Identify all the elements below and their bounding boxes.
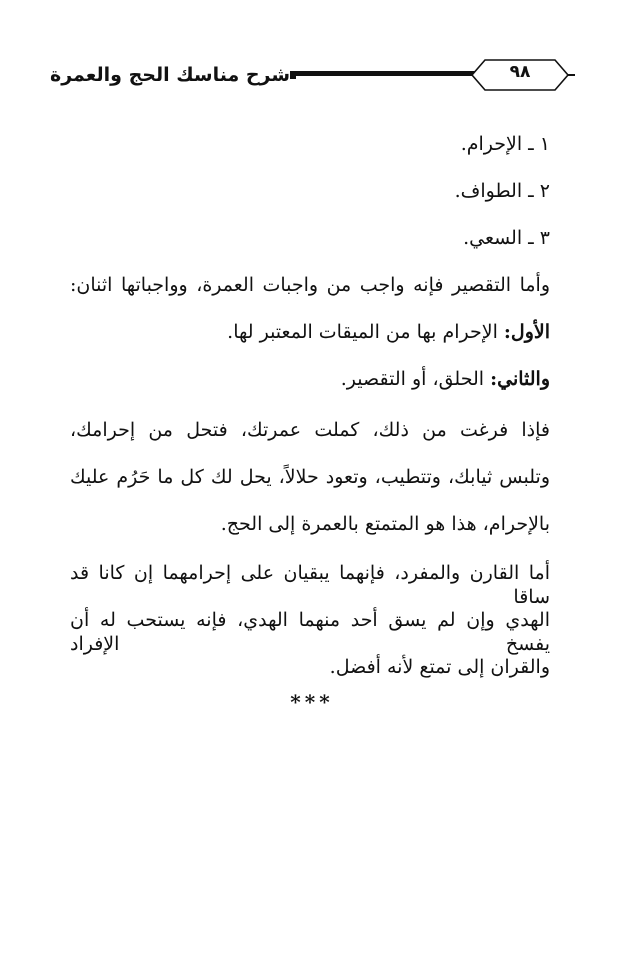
list-item-ihram: ١ ـ الإحرام. [460, 133, 550, 155]
second-wajib [70, 367, 550, 391]
taqsir-sentence: وأما التقصير فإنه واجب من واجبات العمرة، وواجباتها اثنان: [70, 274, 550, 296]
para1-line-2: وتلبس ثيابك، وتتطيب، وتعود حلالاً، يحل لك كل ما حَرُم عليك [70, 466, 550, 488]
para2-line-2: الهدي وإن لم يسق أحد منهما الهدي، فإنه يستحب له أن يفسخ الإفراد [70, 609, 550, 655]
para1-line-1: فإذا فرغت من ذلك، كملت عمرتك، فتحل من إحرامك، [70, 419, 550, 441]
section-separator: *** [290, 690, 334, 714]
running-title-text: شرح مناسك الحج والعمرة [50, 64, 291, 86]
first-text: الإحرام بها من الميقات المعتبر لها. [227, 321, 504, 343]
list-item-tawaf: ٢ ـ الطواف. [454, 180, 550, 202]
first-label: الأول: [503, 321, 550, 343]
page-body [70, 132, 550, 702]
first-wajib [70, 320, 550, 344]
second-text: الحلق، أو التقصير. [340, 368, 491, 390]
para2-line-3: والقران إلى تمتع لأنه أفضل. [329, 656, 550, 678]
list-item-sai: ٣ ـ السعي. [463, 227, 550, 249]
page-header [50, 58, 570, 94]
para1-line-3: بالإحرام، هذا هو المتمتع بالعمرة إلى الحج. [220, 513, 550, 535]
para2-line-1: أما القارن والمفرد، فإنهما يبقيان على إحرامهما إن كانا قد ساقا [70, 562, 550, 608]
running-title [50, 64, 304, 86]
second-label: والثاني: [490, 368, 550, 390]
page-number: ٩٨ [509, 62, 531, 82]
page-number-badge [465, 58, 575, 92]
